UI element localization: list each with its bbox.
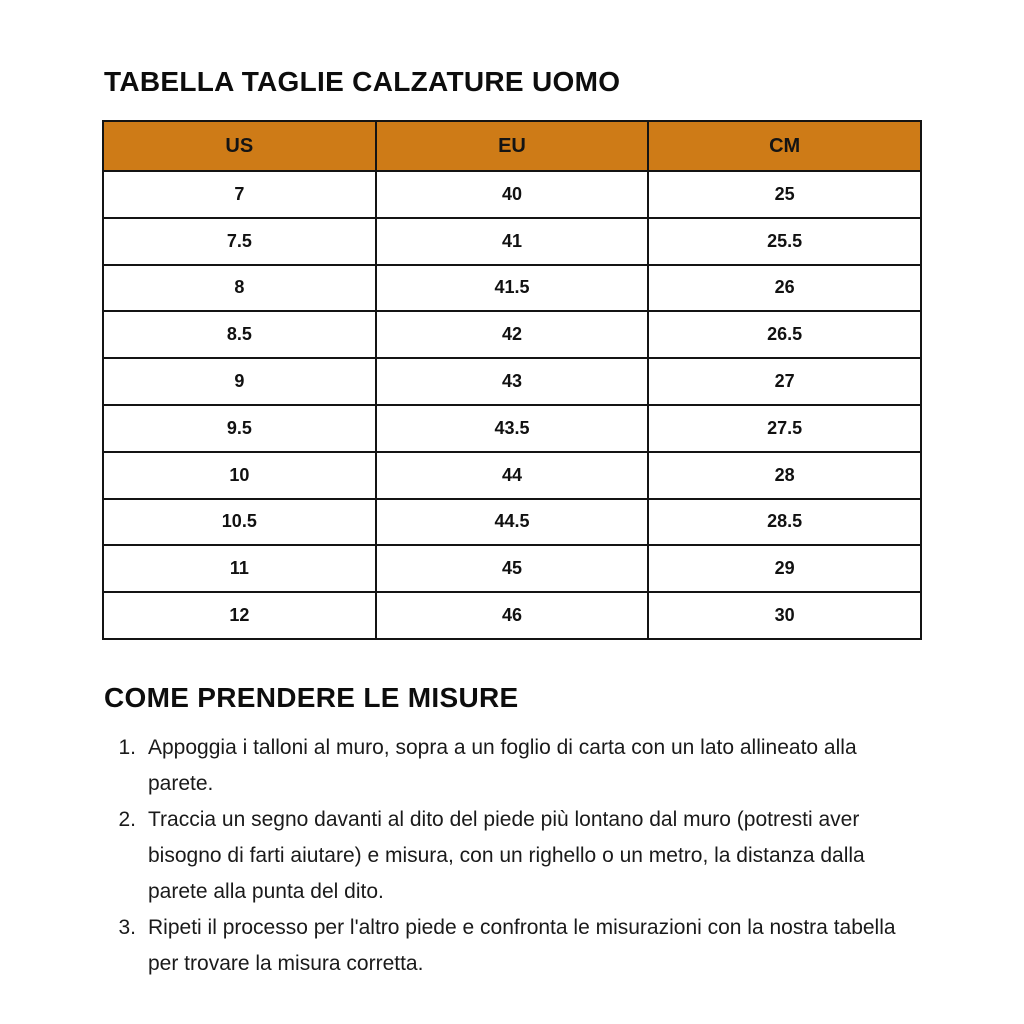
column-header-cm: CM [648, 121, 921, 171]
table-cell-cm: 27.5 [648, 405, 921, 452]
table-cell-eu: 42 [376, 311, 649, 358]
table-cell-eu: 46 [376, 592, 649, 639]
table-row [103, 358, 921, 405]
list-item [102, 802, 922, 910]
table-cell-us: 7.5 [103, 218, 376, 265]
table-cell-eu: 41.5 [376, 265, 649, 312]
table-cell-us: 11 [103, 545, 376, 592]
instructions-list [102, 730, 922, 982]
table-cell-us: 8.5 [103, 311, 376, 358]
list-item-text: Appoggia i talloni al muro, sopra a un foglio di carta con un lato allineato alla parete. [148, 735, 857, 795]
table-cell-cm: 28.5 [648, 499, 921, 546]
table-cell-cm: 29 [648, 545, 921, 592]
list-item-text: Traccia un segno davanti al dito del piede più lontano dal muro (potresti aver bisogno di farti aiutare) e misura, con un righello o un metro, la distanza dalla parete alla punta del dito. [148, 807, 865, 903]
table-row [103, 452, 921, 499]
table-cell-eu: 43.5 [376, 405, 649, 452]
column-header-us: US [103, 121, 376, 171]
list-item-number: 2. [118, 807, 136, 831]
table-row [103, 545, 921, 592]
column-header-eu: EU [376, 121, 649, 171]
table-row [103, 405, 921, 452]
table-cell-us: 8 [103, 265, 376, 312]
table-row [103, 218, 921, 265]
table-row [103, 499, 921, 546]
table-row [103, 592, 921, 639]
table-cell-us: 10.5 [103, 499, 376, 546]
list-item-number: 1. [118, 735, 136, 759]
table-cell-cm: 26 [648, 265, 921, 312]
table-cell-eu: 44.5 [376, 499, 649, 546]
table-cell-cm: 27 [648, 358, 921, 405]
table-cell-us: 12 [103, 592, 376, 639]
table-header-row [103, 121, 921, 171]
table-row [103, 265, 921, 312]
table-cell-us: 9.5 [103, 405, 376, 452]
size-table-title: TABELLA TAGLIE CALZATURE UOMO [104, 66, 621, 97]
table-cell-eu: 41 [376, 218, 649, 265]
table-cell-cm: 25.5 [648, 218, 921, 265]
table-row [103, 171, 921, 218]
table-cell-eu: 44 [376, 452, 649, 499]
measure-section-title: COME PRENDERE LE MISURE [104, 681, 519, 713]
table-cell-us: 7 [103, 171, 376, 218]
table-cell-us: 9 [103, 358, 376, 405]
table-row [103, 311, 921, 358]
list-item-text: Ripeti il processo per l'altro piede e confronta le misurazioni con la nostra tabella per trovare la misura corretta. [148, 915, 896, 975]
table-cell-us: 10 [103, 452, 376, 499]
table-cell-eu: 45 [376, 545, 649, 592]
table-cell-cm: 26.5 [648, 311, 921, 358]
table-cell-eu: 43 [376, 358, 649, 405]
table-cell-eu: 40 [376, 171, 649, 218]
list-item-number: 3. [118, 915, 136, 939]
table-cell-cm: 25 [648, 171, 921, 218]
size-table [102, 120, 922, 640]
list-item [102, 910, 922, 982]
table-cell-cm: 30 [648, 592, 921, 639]
list-item [102, 730, 922, 802]
table-cell-cm: 28 [648, 452, 921, 499]
